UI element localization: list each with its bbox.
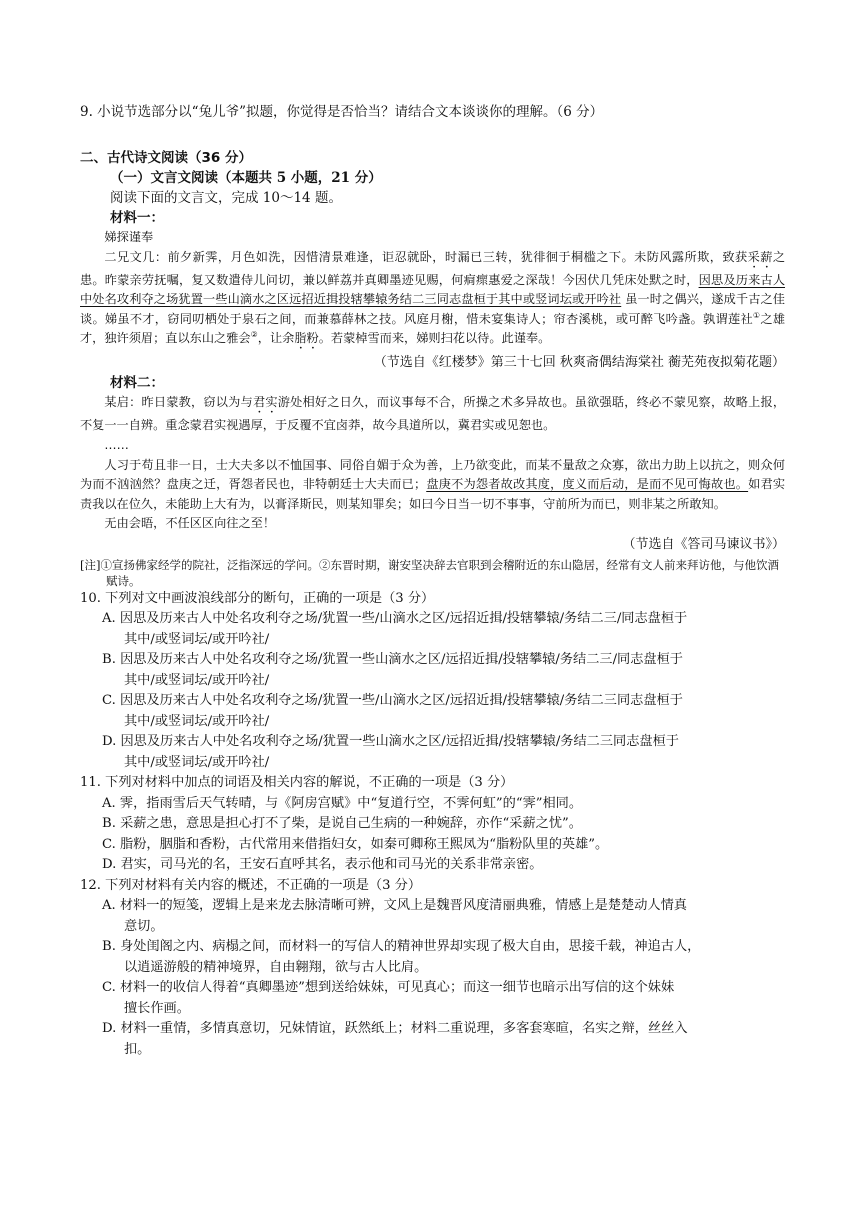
dotted-term-zhifen: 脂粉	[294, 331, 319, 346]
material-2-para-2	[80, 456, 785, 515]
material-1-label: 材料一：	[110, 210, 164, 226]
text-run: 游处相好之日久，而议事每不合，所操之术多异故也。虽欲强聒，终必不蒙见察，故略上报，不复一一自辨。重念蒙君实视遇厚，于反覆不宜卤莽，故今具道所以，冀君实或见恕也。	[80, 395, 786, 433]
material-2-para-3: 无由会晤，不任区区向往之至！	[104, 516, 276, 531]
text-run: 之患。昨蒙亲劳抚嘱，复又数遣侍儿问切，兼以鲜荔并真卿墨迹见赐，何痌瘝惠爱之深哉！今因伏几凭床处默之时，	[80, 249, 786, 287]
q11-option-a: A. 霁，指雨雪后天气转晴，与《阿房宫赋》中“复道行空，不霁何虹”的“霁”相同。	[102, 795, 583, 811]
option-text-cont: 其中/或竖词坛/或开吟社/	[124, 672, 270, 688]
footnote-marker-1: ①	[752, 310, 761, 320]
q11-option-b: B. 采薪之患，意思是担心打不了柴，是说自己生病的一种婉辞，亦作“采薪之忧”。	[102, 816, 582, 832]
option-text-cont: 以逍遥游般的精神境界，自由翱翔，欲与古人比肩。	[124, 959, 428, 975]
q10-option-c	[80, 691, 785, 732]
q10-option-d	[80, 732, 785, 773]
subsection-title: （一）文言文阅读（本题共 5 小题，21 分）	[110, 170, 382, 186]
wavy-underlined-passage: 因思及历来古人中处名攻利夺之场犹置一些山滴水之区远招近揖投辖攀辕务结二三同志盘桓于其中或竖词坛或开吟社	[80, 272, 786, 307]
option-text-cont: 扣。	[124, 1041, 151, 1057]
material-1-text	[80, 228, 785, 352]
question-9: 9. 小说节选部分以“兔儿爷”拟题，你觉得是否恰当？请结合文本谈谈你的理解。（6 分）	[80, 104, 604, 120]
option-text-cont: 其中/或竖词坛/或开吟社/	[124, 754, 270, 770]
q10-option-a	[80, 609, 785, 650]
q12-option-c	[80, 978, 785, 1019]
text-run: ，让余	[257, 331, 295, 346]
q10-option-b	[80, 650, 785, 691]
underlined-passage: 盘庚不为怨者故改其度，度义而后动，是而不见可悔故也。	[426, 477, 749, 492]
q11-option-d: D. 君实，司马光的名，王安石直呼其名，表示他和司马光的关系非常亲密。	[102, 857, 543, 873]
text-run: 。若蒙棹雪而来，娣则扫花以待。此谨奉。	[318, 331, 551, 346]
material-1-salutation: 娣探谨奉	[104, 230, 154, 244]
option-text: C. 材料一的收信人得着“真卿墨迹”想到送给妹妹，可见真心；而这一细节也暗示出写信的这个妹妹	[102, 980, 675, 996]
q12-option-b	[80, 937, 785, 978]
option-text-cont: 擅长作画。	[124, 1000, 190, 1016]
text-run: 人习于苟且非一日，士大夫多以不恤国事、同俗自媚于众为善，上乃欲变此，而某不量敌之众寡，欲出力助上以抗之，则众何为而不汹汹然？盘庚之迁，胥怨者民也，非特朝廷士大夫而已；	[80, 457, 785, 492]
material-1-body	[80, 248, 785, 353]
text-run: 之雄才，独许须眉；直以东山之雅会	[80, 311, 786, 346]
dotted-term-caixin: 采薪	[747, 249, 773, 264]
reading-instruction: 阅读下面的文言文，完成 10～14 题。	[110, 190, 342, 206]
option-text: D. 因思及历来古人中处名攻利夺之场/犹置一些山滴水之区/远招近揖/投辖攀辕/务结二三同志盘桓于	[102, 734, 679, 750]
question-10-stem: 10. 下列对文中画波浪线部分的断句，正确的一项是（3 分）	[80, 590, 435, 606]
text-run: 某启：昨日蒙教，窃以为与	[104, 395, 253, 410]
text-run: 虽一时之偶兴，遂成千古之佳谈。娣虽不才，窃同叨栖处于泉石之间，而兼慕薛林之技。风庭月榭，惜未宴集诗人；帘杏溪桃，或可醉飞吟盏。孰谓莲社	[80, 292, 785, 326]
option-text: D. 材料一重情，多情真意切，兄妹情谊，跃然纸上；材料二重说理，多客套寒暄，名实之辩，丝丝入	[102, 1021, 688, 1037]
q12-option-a	[80, 896, 785, 937]
text-run: 如君实责我以在位久，未能助上大有为，以膏泽斯民，则某知罪矣；如曰今日当一切不事事，守前所为而已，则非某之所敢知。	[80, 477, 786, 511]
material-2-ellipsis: ……	[104, 437, 129, 452]
option-text: A. 材料一的短笺，逻辑上是来龙去脉清晰可辨，文风上是魏晋风度清丽典雅，情感上是楚楚动人情真	[102, 898, 687, 914]
footnote: [注]①宣扬佛家经学的院社，泛指深远的学问。②东晋时期，谢安坚决辞去官职到会稽附近的东山隐居，经常有文人前来拜访他，与他饮酒赋诗。	[80, 557, 779, 588]
q11-option-c: C. 脂粉，胭脂和香粉，古代常用来借指妇女，如秦可卿称王熙凤为“脂粉队里的英雄”。	[102, 836, 609, 852]
q12-option-d	[80, 1019, 785, 1060]
option-text: C. 因思及历来古人中处名攻利夺之场/犹置一些/山滴水之区/远招近揖/投辖攀辕/务结二三同志盘桓于	[102, 693, 683, 709]
option-text: B. 因思及历来古人中处名攻利夺之场/犹置一些山滴水之区/远招近揖/投辖攀辕/务结二三/同志盘桓于	[102, 652, 683, 668]
option-text: A. 因思及历来古人中处名攻利夺之场/犹置一些/山滴水之区/远招近揖/投辖攀辕/务结二三/同志盘桓于	[102, 611, 688, 627]
material-1-source: （节选自《红楼梦》第三十七回 秋爽斋偶结海棠社 蘅芜苑夜拟菊花题）	[373, 355, 785, 371]
dotted-term-junshi: 君实	[252, 395, 278, 410]
footnote-marker-2: ②	[250, 330, 258, 340]
option-text-cont: 其中/或竖词坛/或开吟社/	[124, 713, 270, 729]
option-text-cont: 意切。	[124, 918, 164, 934]
exam-page	[80, 102, 785, 1060]
text-run: 二兄文几：前夕新霁，月色如洗，因惜清景难逢，讵忍就卧，时漏已三转，犹徘徊于桐槛之下。未防风露所欺，致获	[104, 249, 748, 264]
material-2-label: 材料二：	[110, 375, 164, 392]
section-title: 二、古代诗文阅读（36 分）	[80, 150, 252, 166]
material-2-text	[80, 393, 785, 534]
material-2-source: （节选自《答司马谏议书》）	[622, 536, 785, 552]
questions	[80, 589, 785, 1061]
option-text: B. 身处闺阁之内、病榻之间，而材料一的写信人的精神世界却实现了极大自由，思接千载，神追古人，	[102, 939, 701, 955]
option-text-cont: 其中/或竖词坛/或开吟社/	[124, 631, 270, 647]
question-12-stem: 12. 下列对材料有关内容的概述，不正确的一项是（3 分）	[80, 877, 422, 893]
material-2-para-1	[80, 393, 785, 436]
question-11-stem: 11. 下列对材料中加点的词语及相关内容的解说，不正确的一项是（3 分）	[80, 775, 514, 791]
